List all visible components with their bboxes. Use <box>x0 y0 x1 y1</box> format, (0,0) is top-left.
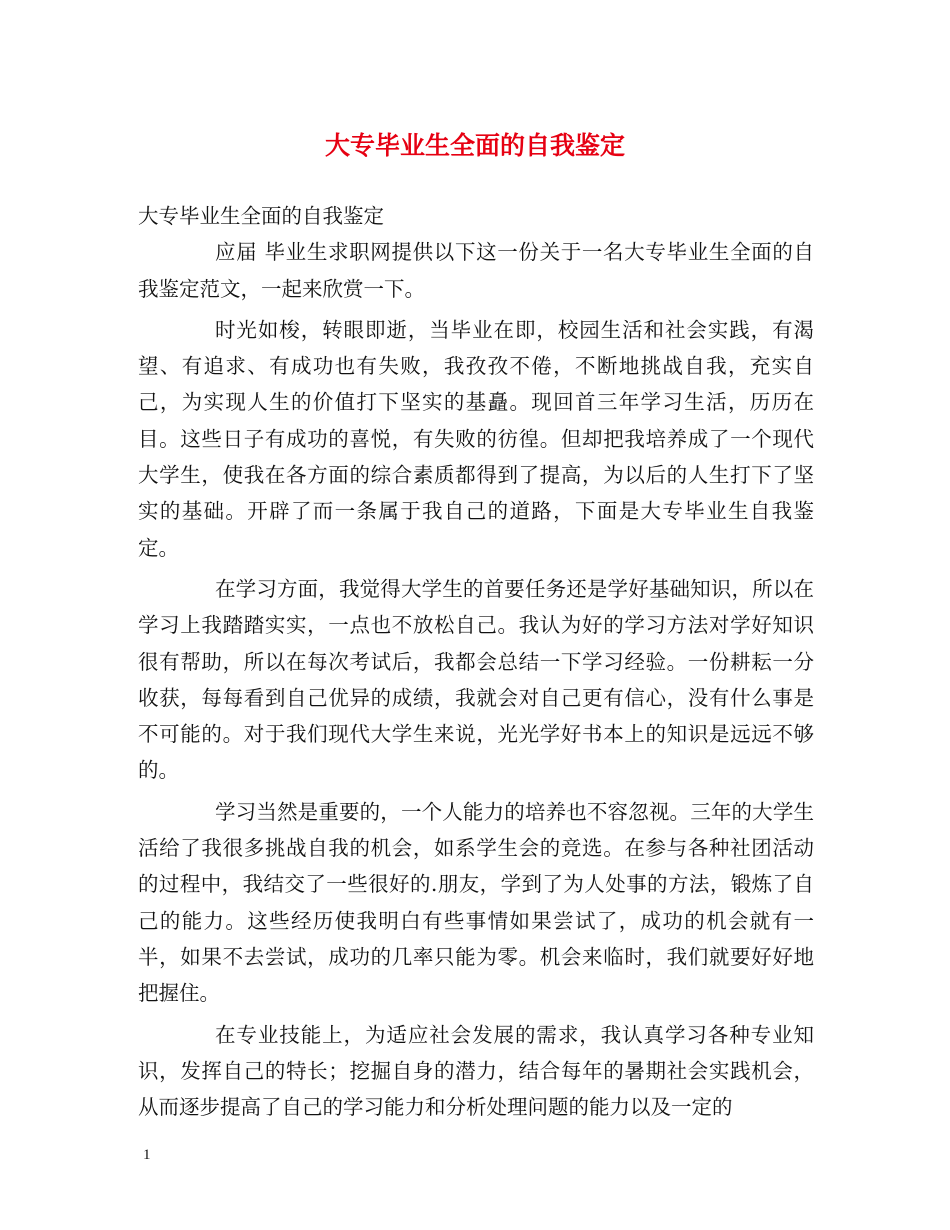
paragraph-skills: 在专业技能上，为适应社会发展的需求，我认真学习各种专业知识，发挥自己的特长；挖掘自身的潜力，结合每年的暑期社会实践机会，从而逐步提高了自己的学习能力和分析处理问题的能力以及一定的 <box>138 1022 814 1120</box>
paragraph-study: 在学习方面，我觉得大学生的首要任务还是学好基础知识，所以在学习上我踏踏实实，一点也不放松自己。我认为好的学习方法对学好知识很有帮助，所以在每次考试后，我都会总结一下学习经验。一份耕耘一分收获，每每看到自己优异的成绩，我就会对自己更有信心，没有什么事是不可能的。对于我们现代大学生来说，光光学好书本上的知识是远远不够的。 <box>138 576 814 783</box>
page-number: 1 <box>143 1147 151 1163</box>
document-body <box>138 198 814 1125</box>
paragraph-reflection: 时光如梭，转眼即逝，当毕业在即，校园生活和社会实践，有渴望、有追求、有成功也有失败，我孜孜不倦，不断地挑战自我，充实自己，为实现人生的价值打下坚实的基矗。现回首三年学习生活，历历在目。这些日子有成功的喜悦，有失败的彷徨。但却把我培养成了一个现代大学生，使我在各方面的综合素质都得到了提高，为以后的人生打下了坚实的基础。开辟了而一条属于我自己的道路，下面是大专毕业生自我鉴定。 <box>138 317 814 560</box>
document-title: 大专毕业生全面的自我鉴定 <box>324 131 625 160</box>
document-subtitle: 大专毕业生全面的自我鉴定 <box>138 204 384 228</box>
paragraph-intro: 应届 毕业生求职网提供以下这一份关于一名大专毕业生全面的自我鉴定范文，一起来欣赏一下。 <box>138 240 814 301</box>
paragraph-ability: 学习当然是重要的，一个人能力的培养也不容忽视。三年的大学生活给了我很多挑战自我的机会，如系学生会的竞选。在参与各种社团活动的过程中，我结交了一些很好的.朋友，学到了为人处事的方法，锻炼了自己的能力。这些经历使我明白有些事情如果尝试了，成功的机会就有一半，如果不去尝试，成功的几率只能为零。机会来临时，我们就要好好地把握住。 <box>138 799 814 1006</box>
